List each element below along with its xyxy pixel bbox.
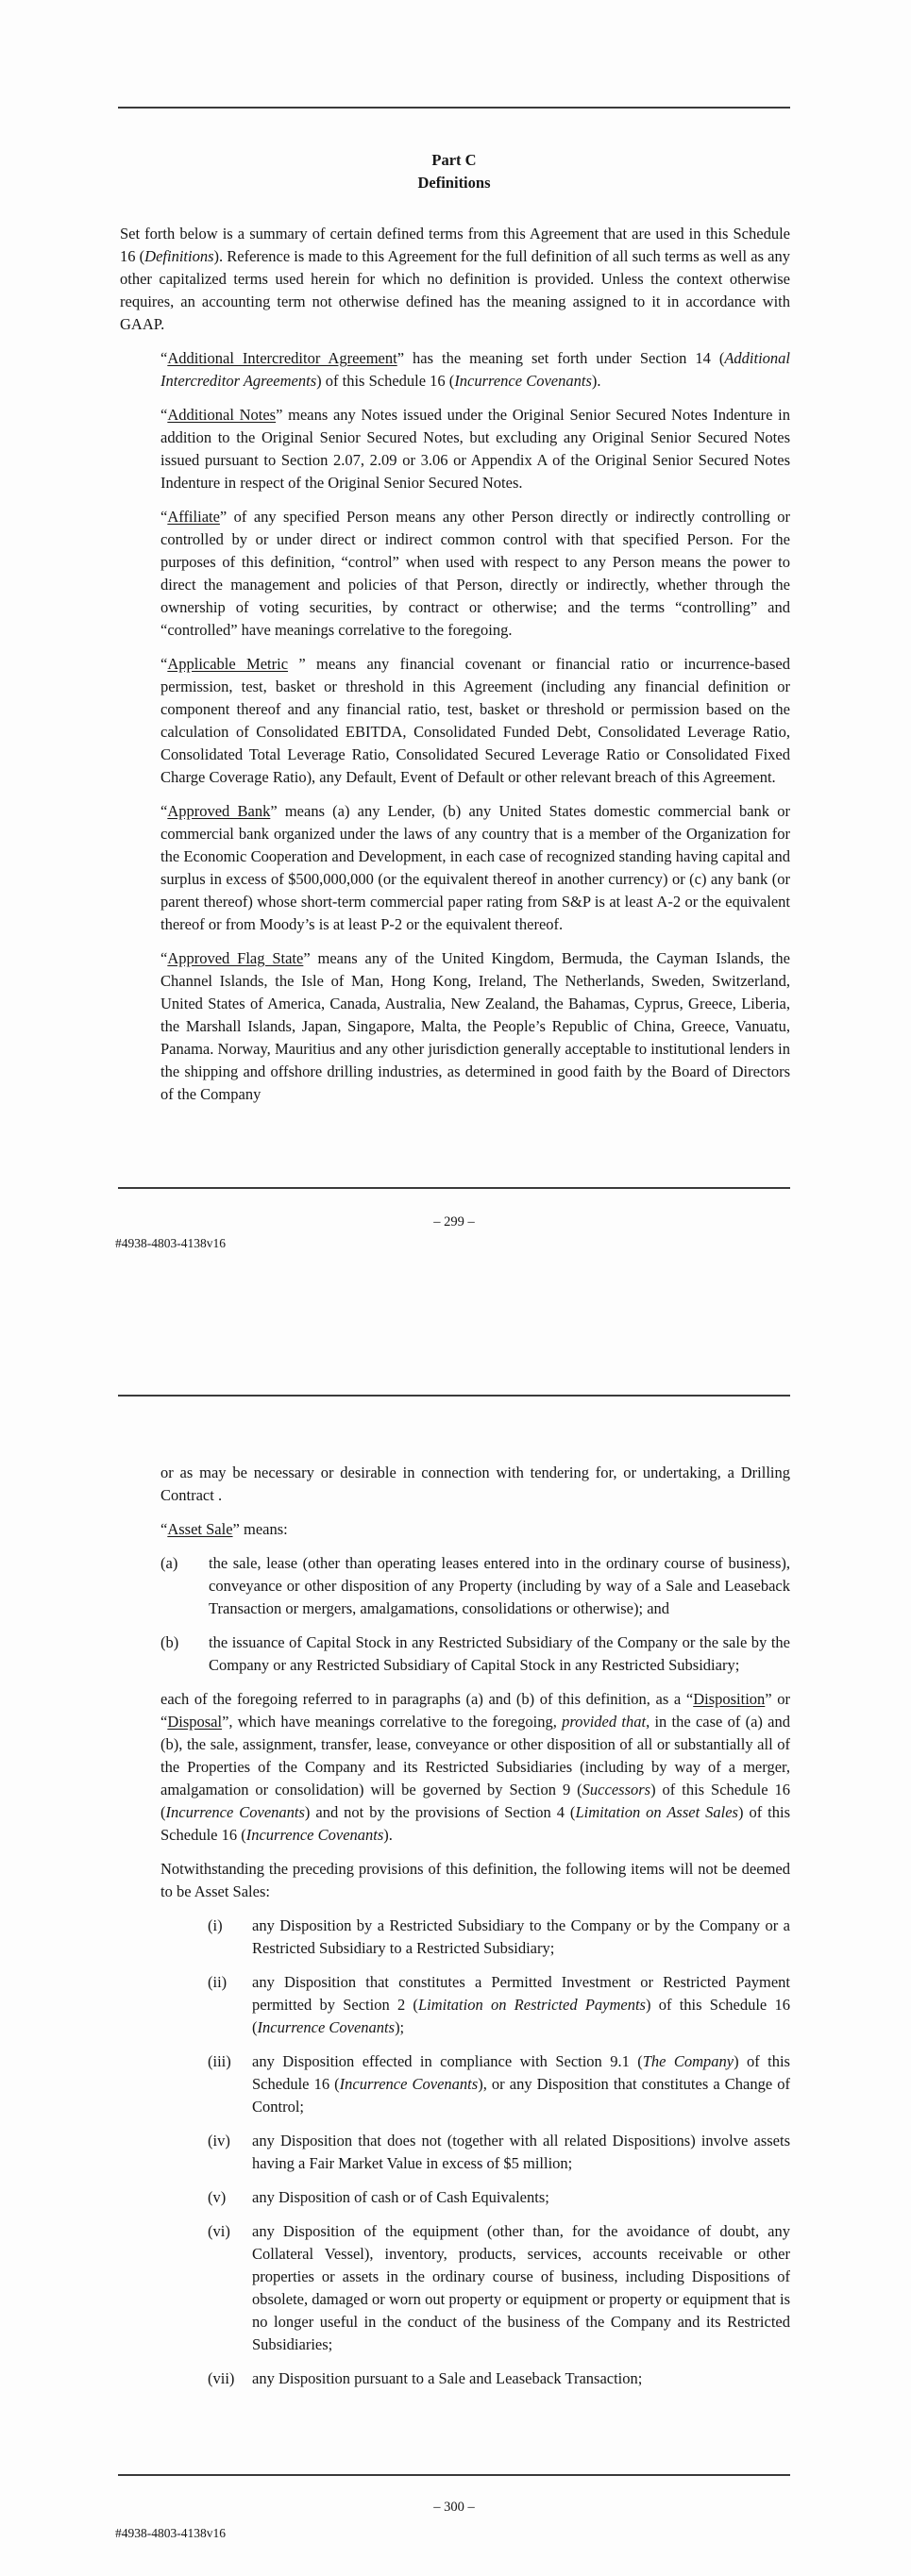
text-run: ” has the meaning set forth under Section 14 ( [396,349,725,367]
text-run: ” means any Notes issued under the Original Senior Secured Notes Indenture in addition to the Original Senior Secured Notes, but excluding any Original Senior Secured Notes issued pursuant to Section 2.07, 2.09 or 3.06 or Appendix A of the Original Senior Secured Notes Indenture in respect of the Original Senior Secured Notes. [160,406,791,492]
text-run: ); [395,2018,405,2036]
list-marker: (vi) [208,2222,230,2240]
list-item [208,2130,790,2175]
text-run: “ [160,406,168,424]
paragraph [160,347,790,393]
text-run: provided that [562,1713,647,1731]
text-run: ) of this Schedule 16 ( [252,1996,790,2036]
text-run: any Disposition by a Restricted Subsidiary to the Company or by the Company or a Restricted Subsidiary to a Restricted Subsidiary; [252,1916,790,1957]
text-run: the issuance of Capital Stock in any Restricted Subsidiary of the Company or the sale by the Company or any Restricted Subsidiary of Capital Stock in any Restricted Subsidiary; [209,1633,790,1674]
paragraph [120,223,790,336]
list-marker: (i) [208,1916,223,1934]
defined-term: Applicable Metric [167,655,289,673]
text-run: ), or any Disposition that constitutes a Change of Control; [252,2075,791,2116]
text-run: any Disposition that does not (together with all related Dispositions) involve assets having a Fair Market Value in excess of $5 million; [252,2132,790,2172]
text-run: ) of this Schedule 16 ( [160,1781,790,1821]
list-marker: (iv) [208,2132,230,2149]
page-2-top-rule [118,1395,790,1397]
paragraph [160,1858,790,1903]
text-run: Incurrence Covenants [339,2075,479,2093]
text-run: ). [383,1826,393,1844]
paragraph [160,1518,790,1541]
text-run: any Disposition pursuant to a Sale and Leaseback Transaction; [252,2369,643,2387]
list-marker: (b) [160,1633,179,1651]
list-item [208,1915,790,1960]
page-number: – 300 – [433,2500,475,2515]
text-run: Part C [431,151,477,169]
defined-term: Approved Bank [167,802,271,820]
text-run: any Disposition of the equipment (other than, for the avoidance of doubt, any Collateral Vessel), inventory, products, services, accounts receivable or other properties or assets in the ordinary course of business, including Dispositions of obsolete, damaged or worn out property or equipment or property or equipment that is no longer useful in the conduct of the business of the Company and its Restricted Subsidiaries; [252,2222,790,2353]
text-run: ” of any specified Person means any other Person directly or indirectly controlling or controlled by or under direct or indirect common control with that specified Person. For the purposes of this definition, “control” when used with respect to any Person means the power to direct the management and policies of that Person, directly or indirectly, whether through the ownership of voting securities, by contract or otherwise; and the terms “controlling” and “controlled” have meanings correlative to the foregoing. [160,508,790,639]
document-heading [118,172,790,194]
document-heading [118,149,790,172]
paragraph [160,1688,790,1847]
text-run: any Disposition that constitutes a Permitted Investment or Restricted Payment permitted by Section 2 ( [252,1973,790,2014]
text-run: “ [160,508,168,526]
text-run: ” means any financial covenant or financial ratio or incurrence-based permission, test, basket or threshold in this Agreement (including any financial definition or component thereof and any financial ratio, test, basket or threshold or permission based on the calculation of Consolidated EBITDA, Consolidated Funded Debt, Consolidated Leverage Ratio, Consolidated Total Leverage Ratio, Consolidated Secured Leverage Ratio or Consolidated Fixed Charge Coverage Ratio), any Default, Event of Default or other relevant breach of this Agreement. [160,655,790,786]
text-run: Definitions [144,247,214,265]
text-run: any Disposition of cash or of Cash Equivalents; [252,2188,549,2206]
text-run: ” means any of the United Kingdom, Bermuda, the Cayman Islands, the Channel Islands, the Isle of Man, Hong Kong, Ireland, The Netherlands, Sweden, Switzerland, United States of America, Canada, Australia, New Zealand, the Bahamas, Cyprus, Greece, Liberia, the Marshall Islands, Japan, Singapore, Malta, the People’s Republic of China, Greece, Vanuatu, Panama. Norway, Mauritius and any other jurisdiction generally acceptable to institutional lenders in the shipping and offshore drilling industries, as determined in good faith by the Board of Directors of the Company [160,949,790,1103]
text-run: Additional Intercreditor Agreements [160,349,790,390]
list-item [208,2367,790,2390]
list-marker: (a) [160,1554,178,1572]
paragraph [160,404,790,494]
text-run: ) of this Schedule 16 ( [316,372,455,390]
text-run: “ [160,949,168,967]
text-run: ) and not by the provisions of Section 4 ( [304,1803,576,1821]
text-run: ”, which have meanings correlative to the foregoing, [222,1713,563,1731]
text-run: “ [160,655,168,673]
page-2-footer-rule [118,2474,790,2476]
defined-term: Additional Notes [167,406,277,424]
doc-id: #4938-4803-4138v16 [115,1236,226,1250]
list-item [208,2050,790,2118]
text-run: , in the case of (a) and (b), the sale, assignment, transfer, lease, conveyance or other disposition of all or substantially all of the Properties of the Company and its Restricted Subsidiaries (including by way of a merger, amalgamation or consolidation) will be governed by Section 9 ( [160,1713,790,1798]
text-run: ). [591,372,601,390]
text-run: Limitation on Asset Sales [575,1803,738,1821]
text-run: “ [160,349,168,367]
text-run: Incurrence Covenants [454,372,592,390]
text-run: ) of this Schedule 16 ( [160,1803,791,1844]
text-run: Definitions [417,174,491,192]
text-run: Limitation on Restricted Payments [417,1996,646,2014]
text-run: any Disposition effected in compliance with Section 9.1 ( [252,2052,643,2070]
defined-term: Additional Intercreditor Agreement [167,349,397,367]
defined-term: Asset Sale [167,1520,233,1538]
list-item [160,1631,790,1677]
list-item [208,2186,790,2209]
paragraph [160,653,790,789]
text-run: ” means (a) any Lender, (b) any United States domestic commercial bank or commercial bank organized under the laws of any country that is a member of the Organization for the Economic Cooperation and Development, in each case of recognized standing having capital and surplus in excess of $500,000,000 (or the equivalent thereof in another currency) or (c) any bank (or parent thereof) whose short-term commercial paper rating from S&P is at least A-2 or the equivalent thereof or from Moody’s is at least P-2 or the equivalent thereof. [160,802,790,933]
paragraph [160,947,790,1106]
paragraph [160,1462,790,1507]
text-run: “ [160,802,168,820]
list-marker: (vii) [208,2369,235,2387]
defined-term: Affiliate [167,508,220,526]
text-run: ). Reference is made to this Agreement for the full definition of all such terms as well as any other capitalized terms used herein for which no definition is provided. Unless the context otherwise requires, an accounting term not otherwise defined has the meaning assigned to it in accordance with GAAP. [120,247,790,333]
page-number: – 299 – [433,1214,475,1229]
text-run: The Company [642,2052,734,2070]
list-item [160,1552,790,1620]
text-run: Incurrence Covenants [165,1803,305,1821]
text-run: Incurrence Covenants [257,2018,396,2036]
list-marker: (v) [208,2188,227,2206]
text-run: or as may be necessary or desirable in connection with tendering for, or undertaking, a Drilling Contract . [160,1464,790,1504]
list-item [208,2220,790,2356]
page-1-footer-rule [118,1187,790,1189]
doc-id: #4938-4803-4138v16 [115,2526,226,2540]
text-run: “ [160,1520,168,1538]
defined-term: Disposition [693,1690,766,1708]
defined-term: Disposal [167,1713,223,1731]
text-run: Successors [582,1781,651,1798]
text-run: Set forth below is a summary of certain defined terms from this Agreement that are used in this Schedule 16 ( [120,225,790,265]
page-1-top-rule [118,107,790,109]
text-run: ) of this Schedule 16 ( [252,2052,790,2093]
paragraph [160,506,790,642]
text-run: ” or “ [160,1690,790,1731]
text-run: Incurrence Covenants [245,1826,384,1844]
list-marker: (iii) [208,2052,231,2070]
text-run: ” means: [232,1520,288,1538]
page-1-content [0,149,911,1106]
list-item [208,1971,790,2039]
page-2-content [0,1462,911,2390]
text-run: Notwithstanding the preceding provisions of this definition, the following items will not be deemed to be Asset Sales: [160,1860,790,1900]
text-run: each of the foregoing referred to in paragraphs (a) and (b) of this definition, as a “ [160,1690,694,1708]
paragraph [160,800,790,936]
defined-term: Approved Flag State [167,949,304,967]
text-run: the sale, lease (other than operating leases entered into in the ordinary course of business), conveyance or other disposition of any Property (including by way of a Sale and Leaseback Transaction or mergers, amalgamations, consolidations or otherwise); and [209,1554,790,1617]
list-marker: (ii) [208,1973,228,1991]
